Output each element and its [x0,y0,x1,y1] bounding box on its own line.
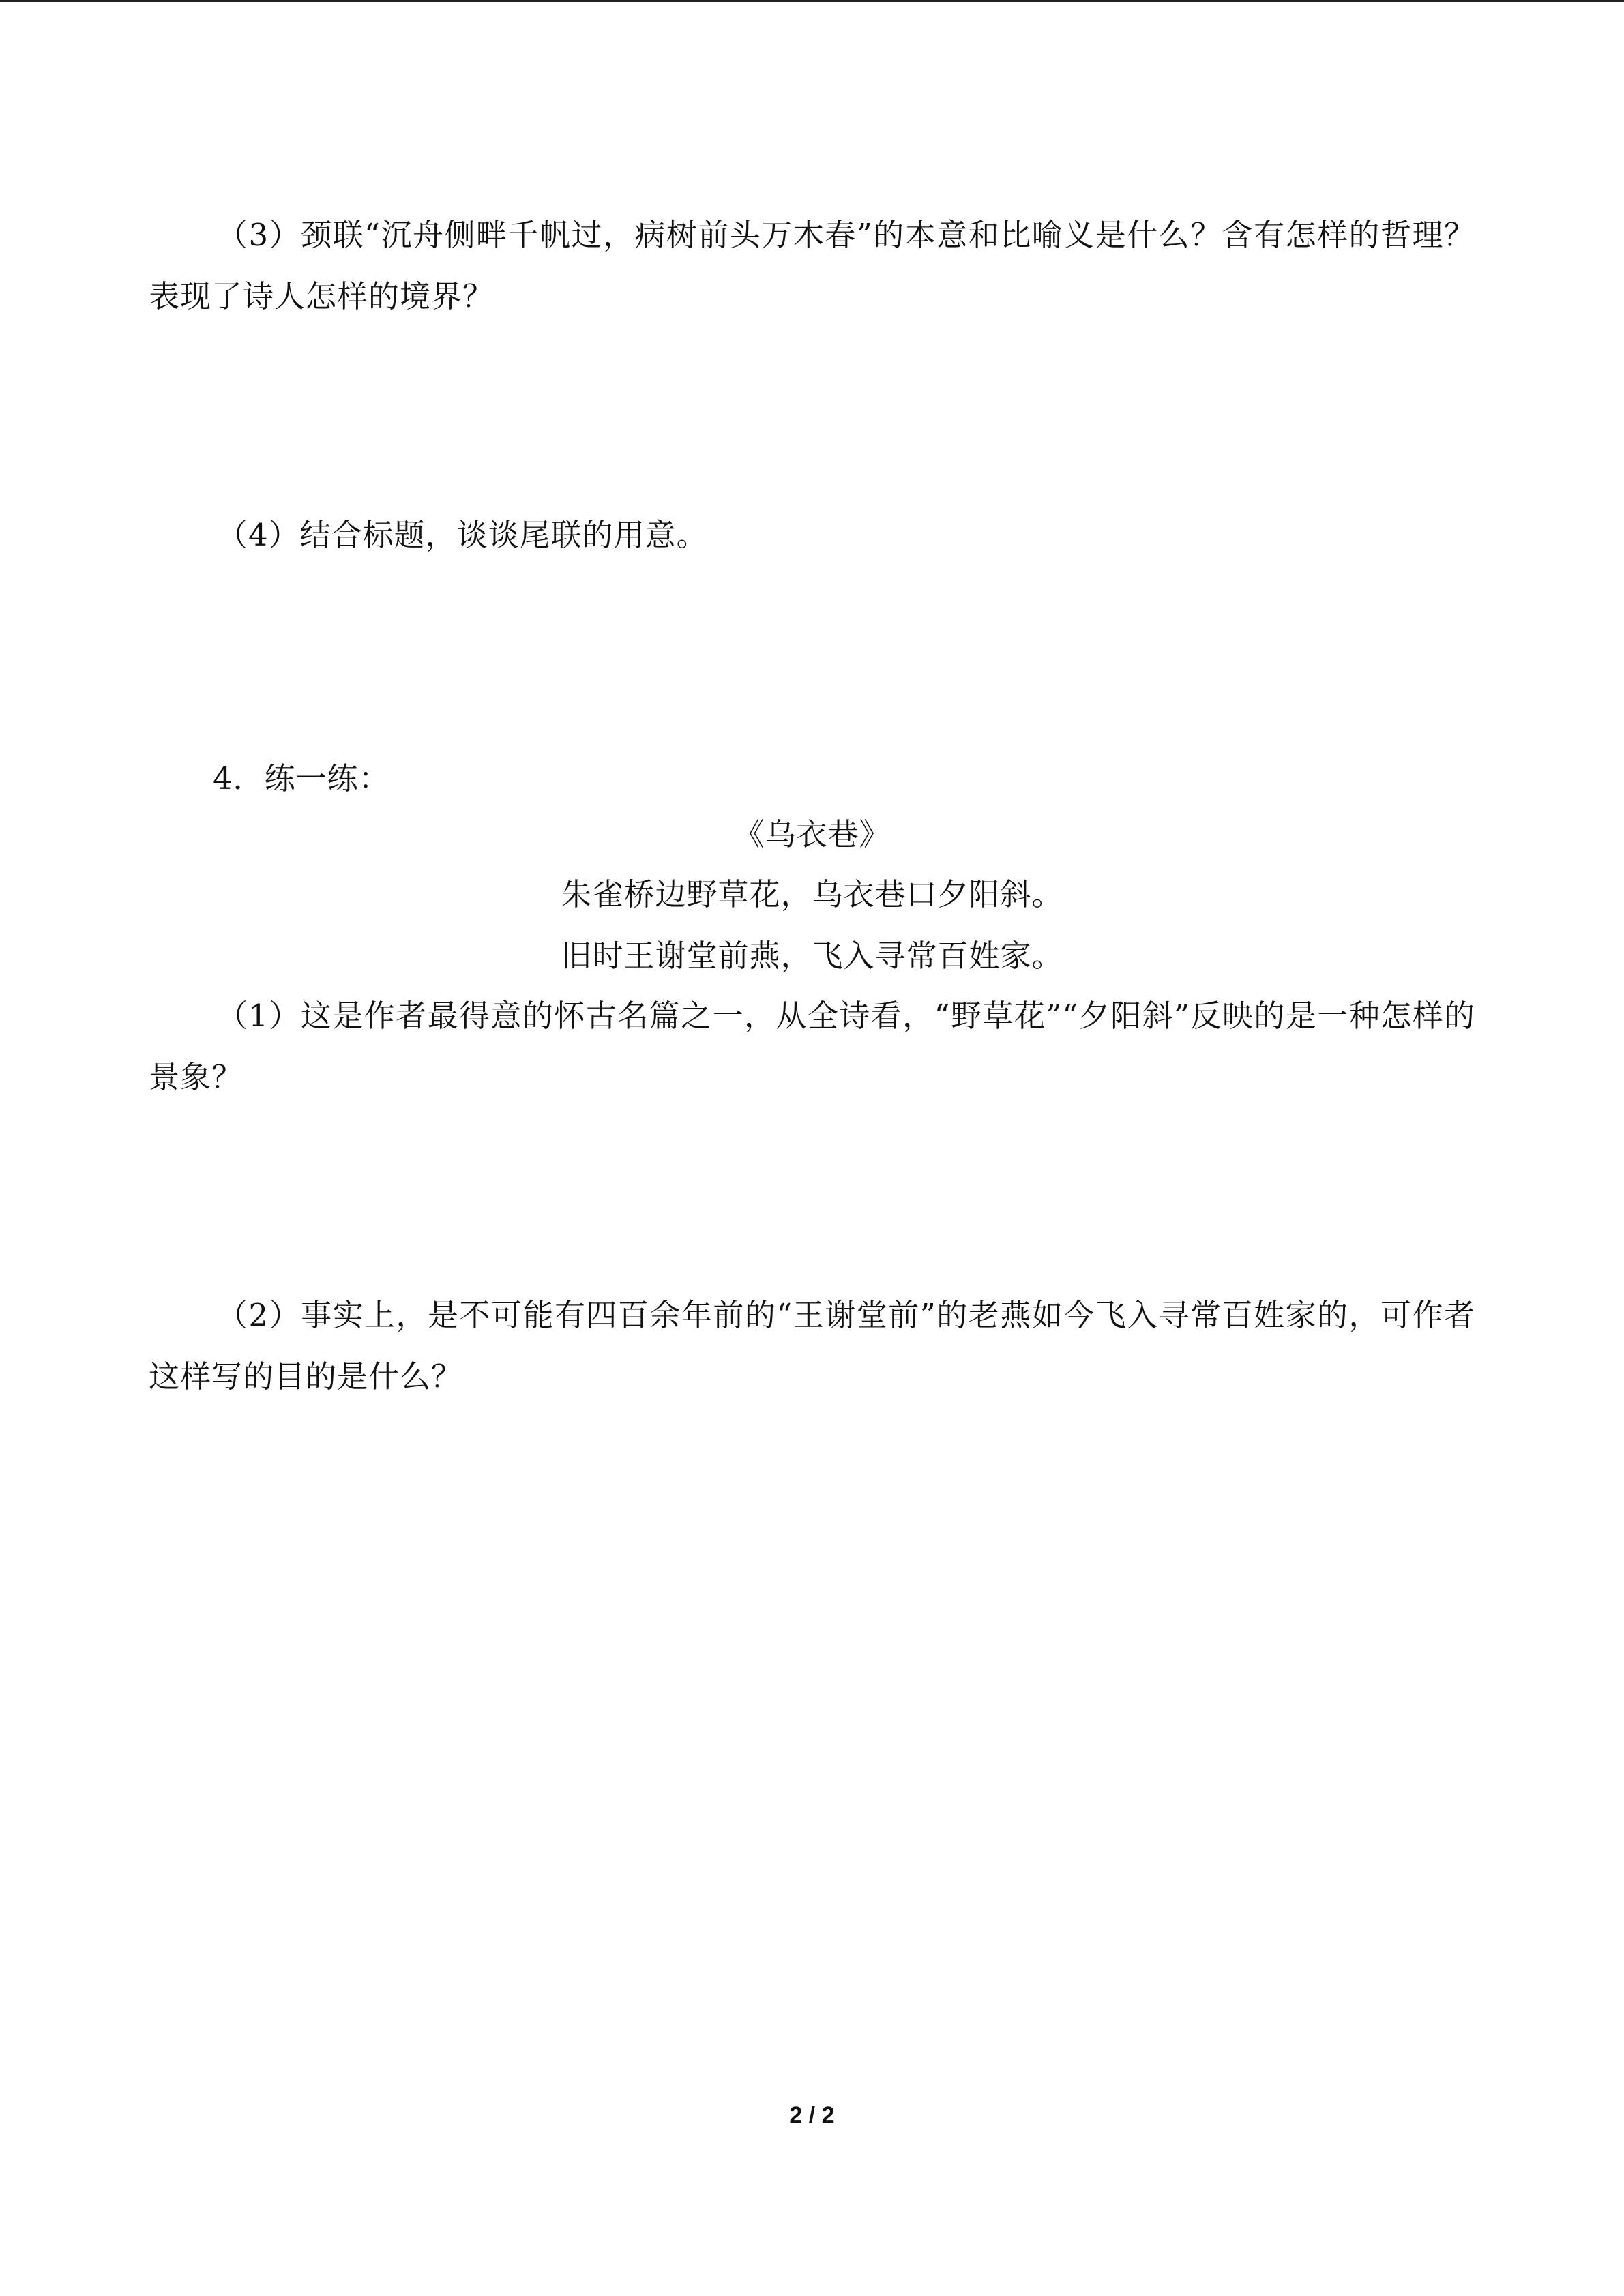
poem-line-1: 朱雀桥边野草花，乌衣巷口夕阳斜。 [561,876,1063,912]
question-3: （3）颈联“沉舟侧畔千帆过，病树前头万木春”的本意和比喻义是什么？含有怎样的哲理？表现了诗人怎样的境界？ [149,217,1475,314]
exercise-question-2: （2）事实上，是不可能有四百余年前的“王谢堂前”的老燕如今飞入寻常百姓家的，可作者这样写的目的是什么？ [149,1297,1475,1395]
poem-title: 《乌衣巷》 [733,816,891,852]
poem-line-2: 旧时王谢堂前燕，飞入寻常百姓家。 [561,938,1063,974]
question-4: （4）结合标题，谈谈尾联的用意。 [217,517,708,553]
exercise-question-1: （1）这是作者最得意的怀古名篇之一，从全诗看，“野草花”“夕阳斜”反映的是一种怎样的景象？ [149,998,1475,1095]
page-number: 2 / 2 [789,2102,835,2128]
exercise-heading: 4．练一练： [213,760,390,796]
